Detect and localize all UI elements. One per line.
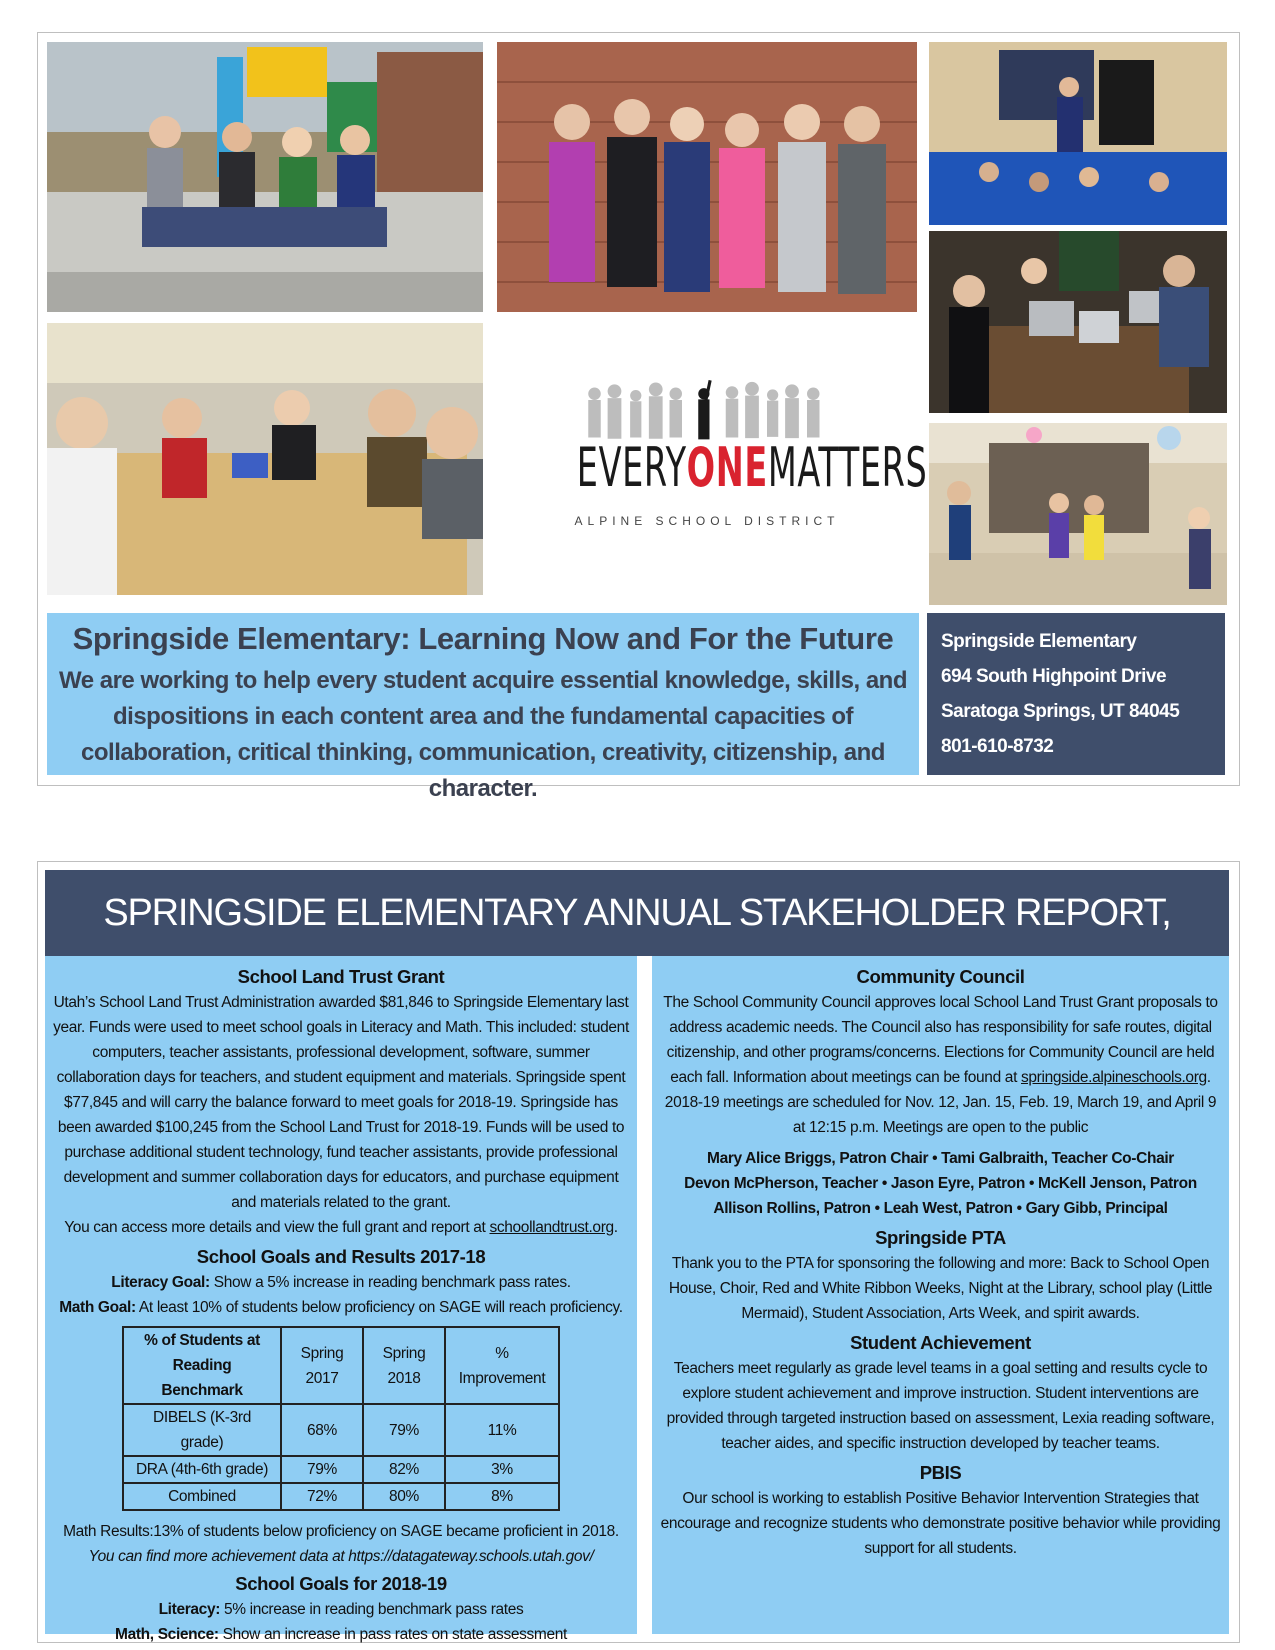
table-header-cell: % Improvement bbox=[445, 1327, 559, 1404]
math-results: Math Results:13% of students below proficiency on SAGE became proficient in 2018. bbox=[63, 1523, 619, 1540]
goals-2018-heading: School Goals for 2018-19 bbox=[235, 1573, 447, 1594]
land-trust-heading: School Land Trust Grant bbox=[237, 966, 445, 987]
math-goal: Math Goal: At least 10% of students below proficiency on SAGE will reach proficiency. bbox=[59, 1299, 623, 1316]
literacy-goal: Literacy Goal: Show a 5% increase in reading benchmark pass rates. bbox=[111, 1274, 571, 1291]
council-members-line: Mary Alice Briggs, Patron Chair • Tami Galbraith, Teacher Co-Chair bbox=[707, 1150, 1174, 1167]
community-council-body: The School Community Council approves local School Land Trust Grant proposals to address academic needs. The Council also has responsibility for safe routes, digital citizenship, and other programs/concerns. Elections for Community Council are held each fall. Information about meetings can be found at springside.alpineschools.org. 2018-19 meetings are scheduled for Nov. 12, Jan. 15, Feb. 19, March 19, and April 9 at 12:15 p.m. Meetings are open to the public bbox=[663, 994, 1218, 1136]
land-trust-body: Utah’s School Land Trust Administration awarded $81,846 to Springside Elementary last year. Funds were used to meet school goals in Literacy and Math. This included: student computers, teacher assistants, professional development, software, summer collaboration days for teachers, and student equipment and materials. Springside spent $77,845 and will carry the balance forward to meet goals for 2018-19. Springside has been awarded $100,245 from the School Land Trust for 2018-19. Funds will be used to purchase additional student technology, fund teacher assistants, provide professional development and summer collaboration days for educators, and purchase equipment and materials related to the grant. bbox=[53, 994, 629, 1211]
schoollandtrust-link[interactable]: schoollandtrust.org bbox=[489, 1219, 614, 1236]
girls-group-photo bbox=[497, 42, 917, 312]
hallway-parade-photo bbox=[929, 423, 1227, 605]
math-science-2018-goal: Math, Science: Show an increase in pass rates on state assessment bbox=[115, 1626, 567, 1643]
playground-boys-photo bbox=[47, 42, 483, 312]
student-achievement-heading: Student Achievement bbox=[850, 1332, 1031, 1353]
pbis-body: Our school is working to establish Positive Behavior Intervention Strategies that encourage and recognize students who demonstrate positive behavior while providing support for all students. bbox=[660, 1490, 1221, 1557]
table-cell: 79% bbox=[281, 1456, 363, 1483]
table-header-cell: % of Students at Reading Benchmark bbox=[123, 1327, 281, 1404]
classroom-rug-photo bbox=[929, 42, 1227, 225]
tagline-title: Springside Elementary: Learning Now and For the Future bbox=[72, 621, 894, 656]
table-cell: Combined bbox=[123, 1483, 281, 1510]
laptops-meeting-photo bbox=[929, 231, 1227, 413]
tagline-body: We are working to help every student acquire essential knowledge, skills, and dispositions in each content area and the fundamental capacities of collaboration, critical thinking, communication, creativity, citizenship, and character. bbox=[59, 667, 907, 802]
table-header-cell: Spring 2017 bbox=[281, 1327, 363, 1404]
pta-body: Thank you to the PTA for sponsoring the following and more: Back to School Open House, Choir, Red and White Ribbon Weeks, Night at the Library, school play (Little Mermaid), Student Association, Arts Week, and spirit awards. bbox=[668, 1255, 1213, 1322]
table-header-cell: Spring 2018 bbox=[363, 1327, 445, 1404]
science-goggles-photo bbox=[47, 323, 483, 595]
table-cell: 79% bbox=[363, 1404, 445, 1456]
logo-district: ALPINE SCHOOL DISTRICT bbox=[574, 514, 840, 528]
logo-every: EVERY bbox=[576, 436, 687, 499]
table-header-row bbox=[123, 1327, 559, 1404]
school-name: Springside Elementary bbox=[941, 631, 1137, 652]
table-cell: 72% bbox=[281, 1483, 363, 1510]
logo-one: ONE bbox=[686, 436, 768, 499]
student-achievement-body: Teachers meet regularly as grade level teams in a goal setting and results cycle to explore student achievement and improve instruction. Student interventions are provided through targeted instruction based on assessment, Lexia reading software, teacher aides, and specific instruction developed by teacher teams. bbox=[666, 1360, 1215, 1452]
school-phone[interactable]: 801-610-8732 bbox=[941, 736, 1054, 757]
land-trust-link-line: You can access more details and view the full grant and report at schoollandtrust.org. bbox=[64, 1219, 618, 1236]
table-cell: 82% bbox=[363, 1456, 445, 1483]
school-street: 694 South Highpoint Drive bbox=[941, 666, 1167, 687]
table-row bbox=[123, 1404, 559, 1456]
table-cell: 11% bbox=[445, 1404, 559, 1456]
table-cell: 68% bbox=[281, 1404, 363, 1456]
community-council-heading: Community Council bbox=[856, 966, 1025, 987]
table-cell: 3% bbox=[445, 1456, 559, 1483]
pta-heading: Springside PTA bbox=[875, 1227, 1006, 1248]
every-one-matters-logo bbox=[497, 380, 928, 540]
more-achievement-data: You can find more achievement data at https://datagateway.schools.utah.gov/ bbox=[88, 1548, 594, 1565]
report-left-column bbox=[45, 956, 637, 1643]
reading-benchmark-table bbox=[122, 1326, 560, 1511]
tagline-box bbox=[47, 613, 919, 802]
table-cell: DRA (4th-6th grade) bbox=[123, 1456, 281, 1483]
table-row bbox=[123, 1483, 559, 1510]
pbis-heading: PBIS bbox=[919, 1462, 962, 1483]
report-right-column bbox=[652, 956, 1229, 1634]
council-members-line: Devon McPherson, Teacher • Jason Eyre, Patron • McKell Jenson, Patron bbox=[684, 1175, 1197, 1192]
table-row bbox=[123, 1456, 559, 1483]
school-city: Saratoga Springs, UT 84045 bbox=[941, 701, 1180, 722]
goals-2017-heading: School Goals and Results 2017-18 bbox=[196, 1246, 486, 1267]
address-box bbox=[927, 613, 1225, 775]
council-members-line: Allison Rollins, Patron • Leah West, Patron • Gary Gibb, Principal bbox=[713, 1200, 1168, 1217]
springside-website-link[interactable]: springside.alpineschools.org bbox=[1021, 1069, 1207, 1086]
council-members bbox=[658, 1146, 1223, 1221]
table-cell: 8% bbox=[445, 1483, 559, 1510]
report-banner-title: SPRINGSIDE ELEMENTARY ANNUAL STAKEHOLDER REPORT, bbox=[45, 870, 1229, 956]
table-cell: DIBELS (K-3rd grade) bbox=[123, 1404, 281, 1456]
logo-matters: MATTERS bbox=[767, 436, 928, 499]
table-cell: 80% bbox=[363, 1483, 445, 1510]
literacy-2018-goal: Literacy: 5% increase in reading benchmark pass rates bbox=[158, 1601, 524, 1618]
